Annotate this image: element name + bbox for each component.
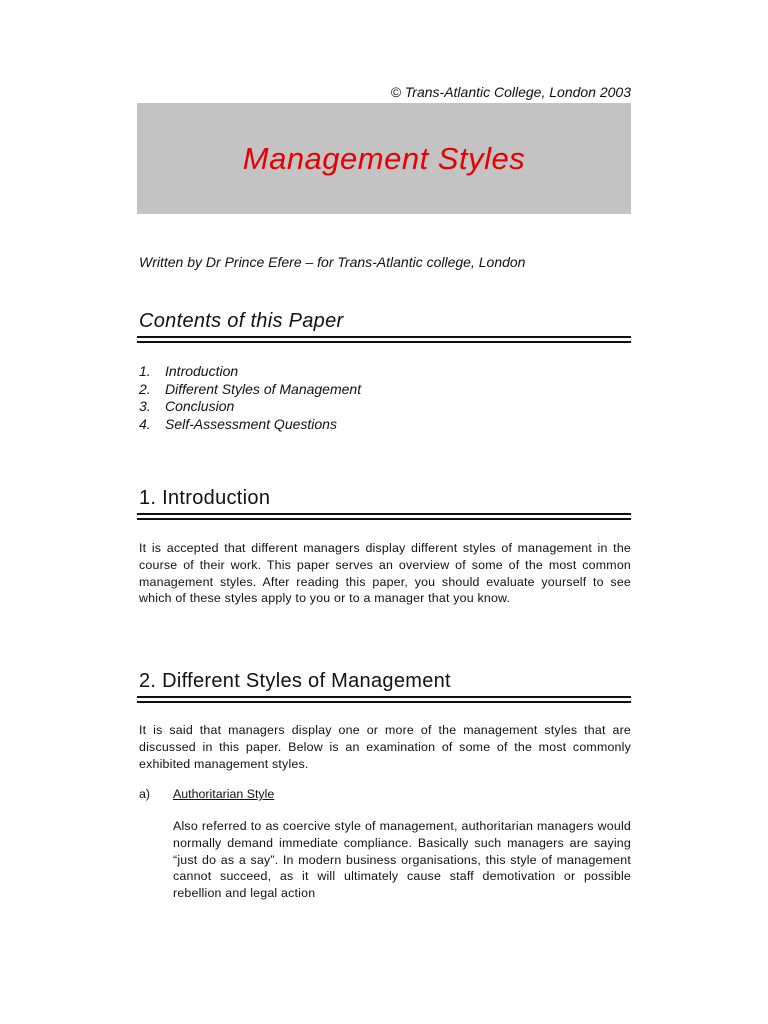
list-item-marker: a) [139, 787, 151, 801]
document-title: Management Styles [242, 140, 526, 176]
toc-item [139, 416, 361, 434]
copyright-notice: © Trans-Atlantic College, London 2003 [390, 84, 631, 100]
double-rule-divider [137, 513, 631, 521]
table-of-contents [139, 363, 361, 434]
authoritarian-style-title: Authoritarian Style [173, 787, 275, 801]
toc-item-label: Different Styles of Management [165, 380, 362, 397]
toc-item-label: Self-Assessment Questions [165, 416, 337, 433]
author-byline: Written by Dr Prince Efere – for Trans-Atlantic college, London [139, 254, 526, 270]
toc-item-number: 3. [139, 398, 151, 415]
toc-item-label: Conclusion [165, 398, 235, 415]
toc-item [139, 398, 361, 416]
double-rule-divider [137, 336, 631, 344]
styles-intro-paragraph: It is said that managers display one or more of the management styles that are discussed in this paper. Below is an examination of some of the most commonly exhibited management styles. [139, 723, 631, 771]
toc-item-number: 2. [139, 380, 151, 397]
title-banner [137, 103, 631, 214]
double-rule-divider [137, 696, 631, 704]
toc-item-number: 1. [139, 363, 151, 379]
toc-item-label: Introduction [165, 363, 239, 379]
toc-item [139, 381, 361, 399]
introduction-paragraph: It is accepted that different managers display different styles of management in the course of their work. This paper serves an overview of some of the most common management styles. After reading this paper, you should evaluate yourself to see which of these styles apply to you or to a manager that you know. [139, 541, 631, 606]
toc-item [139, 363, 361, 381]
toc-item-number: 4. [139, 416, 151, 433]
styles-heading: 2. Different Styles of Management [139, 670, 451, 692]
contents-heading: Contents of this Paper [139, 310, 344, 332]
authoritarian-style-paragraph: Also referred to as coercive style of management, authoritarian managers would normally demand immediate compliance. Basically such managers are saying “just do as a say”. In modern business organisations, this style of management cannot succeed, as it will ultimately cause staff demotivation or possible rebellion and legal action [173, 819, 631, 901]
introduction-heading: 1. Introduction [139, 487, 271, 509]
